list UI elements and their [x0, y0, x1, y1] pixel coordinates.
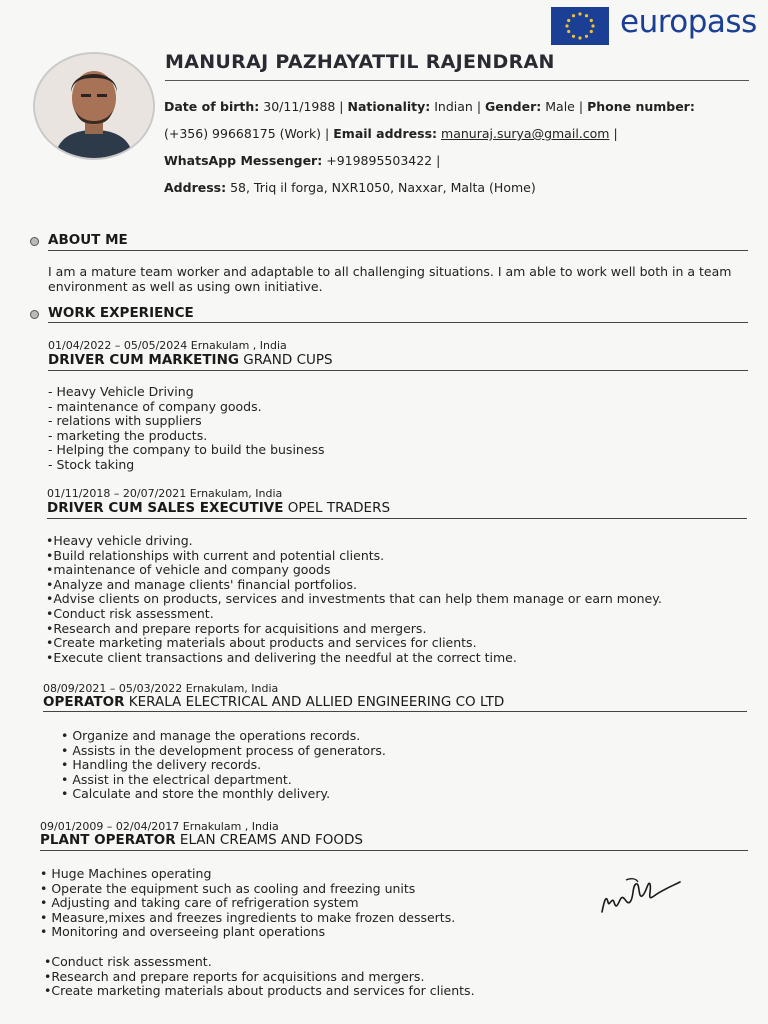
job-title: DRIVER CUM MARKETING: [48, 352, 239, 368]
address-value: 58, Triq il forga, NXR1050, Naxxar, Malta (Home): [230, 180, 536, 195]
job-duties: [61, 729, 386, 802]
list-item: • Assists in the development process of generators.: [61, 742, 386, 758]
list-item: • Handling the delivery records.: [61, 757, 262, 773]
list-item: • Measure,mixes and freezes ingredients to make frozen desserts.: [40, 909, 456, 925]
work-divider: [48, 322, 748, 323]
separator: |: [325, 126, 330, 141]
job-employer: KERALA ELECTRICAL AND ALLIED ENGINEERING CO LTD: [128, 694, 505, 710]
job-duties: [46, 534, 662, 665]
job-duties-extra: [44, 955, 475, 999]
list-item: • Monitoring and overseeing plant operations: [40, 924, 326, 940]
separator: |: [476, 99, 482, 114]
list-item: - relations with suppliers: [48, 413, 202, 429]
list-item: •Build relationships with current and potential clients.: [46, 547, 385, 563]
about-heading: ABOUT ME: [48, 232, 128, 248]
list-item: •Advise clients on products, services and investments that can help them manage or earn money.: [46, 591, 662, 607]
job-dates: 01/04/2022 – 05/05/2024 Ernakulam , India: [48, 339, 287, 352]
job-title-line: [43, 694, 504, 710]
job-divider: [48, 370, 748, 371]
work-heading: WORK EXPERIENCE: [48, 305, 194, 321]
whatsapp-label: WhatsApp Messenger:: [164, 153, 323, 168]
separator: |: [436, 153, 441, 168]
list-item: •Heavy vehicle driving.: [46, 533, 193, 548]
job-divider: [40, 850, 748, 851]
nationality-value: Indian: [434, 99, 473, 114]
list-item: •Research and prepare reports for acquisitions and mergers.: [46, 620, 427, 636]
profile-photo: [33, 52, 155, 160]
email-link[interactable]: manuraj.surya@gmail.com: [441, 126, 610, 141]
list-item: - Heavy Vehicle Driving: [48, 384, 194, 399]
separator: |: [339, 99, 344, 114]
job-dates: 09/01/2009 – 02/04/2017 Ernakulam , India: [40, 820, 279, 833]
personal-info-line-1: [164, 99, 695, 114]
job-title-line: [47, 500, 390, 516]
person-name: MANURAJ PAZHAYATTIL RAJENDRAN: [165, 51, 555, 73]
job-dates: 08/09/2021 – 05/03/2022 Ernakulam, India: [43, 682, 279, 695]
signature-icon: [596, 872, 686, 926]
job-title-line: [40, 832, 363, 848]
job-title: DRIVER CUM SALES EXECUTIVE: [47, 500, 284, 516]
personal-info-line-4: [164, 180, 536, 195]
list-item: • Huge Machines operating: [40, 866, 212, 881]
list-item: •maintenance of vehicle and company goods: [46, 562, 331, 578]
list-item: •Conduct risk assessment.: [46, 605, 214, 621]
eu-flag-icon: [551, 7, 609, 45]
gender-label: Gender:: [485, 99, 542, 114]
address-label: Address:: [164, 180, 227, 195]
personal-info-line-2: [164, 126, 618, 141]
email-label: Email address:: [333, 126, 438, 141]
about-text: I am a mature team worker and adaptable to all challenging situations. I am able to work well both in a team environment as well as using own initiative.: [48, 264, 732, 294]
list-item: •Analyze and manage clients' financial portfolios.: [46, 576, 357, 592]
list-item: - Helping the company to build the business: [48, 442, 325, 458]
dob-label: Date of birth:: [164, 99, 260, 114]
list-item: - Stock taking: [48, 456, 135, 472]
list-item: •Conduct risk assessment.: [44, 954, 212, 969]
list-item: •Execute client transactions and delivering the needful at the correct time.: [46, 649, 517, 665]
list-item: - marketing the products.: [48, 427, 208, 443]
list-item: •Create marketing materials about products and services for clients.: [44, 983, 475, 999]
phone-value: (+356) 99668175 (Work): [164, 126, 322, 141]
bullet-dot-icon: [30, 237, 39, 246]
whatsapp-value: +919895503422: [326, 153, 433, 168]
separator: |: [613, 126, 618, 141]
list-item: • Assist in the electrical department.: [61, 771, 292, 787]
job-title: OPERATOR: [43, 694, 125, 710]
job-title: PLANT OPERATOR: [40, 832, 176, 848]
bullet-dot-icon: [30, 310, 39, 319]
job-duties: [48, 385, 325, 473]
list-item: • Adjusting and taking care of refrigeration system: [40, 895, 359, 911]
job-divider: [47, 518, 747, 519]
separator: |: [578, 99, 584, 114]
job-dates: 01/11/2018 – 20/07/2021 Ernakulam, India: [47, 487, 283, 500]
list-item: •Create marketing materials about products and services for clients.: [46, 635, 477, 651]
phone-label: Phone number:: [587, 99, 695, 114]
list-item: - maintenance of company goods.: [48, 398, 262, 414]
nationality-label: Nationality:: [347, 99, 431, 114]
list-item: • Organize and manage the operations records.: [61, 728, 361, 743]
job-employer: GRAND CUPS: [243, 352, 333, 368]
list-item: • Operate the equipment such as cooling and freezing units: [40, 880, 416, 896]
job-duties: [40, 867, 455, 940]
gender-value: Male: [545, 99, 575, 114]
job-title-line: [48, 352, 333, 368]
job-divider: [43, 711, 747, 712]
job-employer: OPEL TRADERS: [287, 500, 391, 516]
dob-value: 30/11/1988: [263, 99, 336, 114]
list-item: •Research and prepare reports for acquisitions and mergers.: [44, 968, 425, 984]
about-divider: [48, 250, 748, 251]
list-item: • Calculate and store the monthly delivery.: [61, 786, 331, 802]
name-divider: [165, 80, 749, 81]
job-employer: ELAN CREAMS AND FOODS: [179, 832, 363, 848]
europass-logo-text: europass: [620, 4, 757, 40]
personal-info-line-3: [164, 153, 440, 168]
